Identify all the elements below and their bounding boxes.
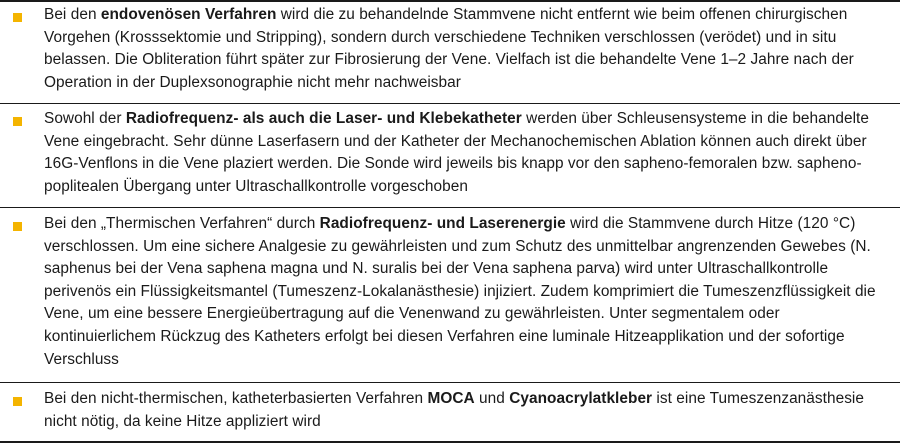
- item-text: Sowohl der Radiofrequenz- als auch die Laser- und Klebekatheter werden über Schleusensysteme in die behandelte Vene eingebracht. Sehr dünne Laserfasern und der Katheter der Mechanochemischen Ablation können auch direkt über 16G-Venflons in die Vene plaziert werden. Die Sonde wird jeweils bis knapp vor den sapheno-femoralen bzw. sapheno-poplitealen Übergang unter Ultraschallkontrolle vorgeschoben: [44, 110, 869, 195]
- item-text: Bei den nicht-thermischen, katheterbasierten Verfahren MOCA und Cyanoacrylatkleber ist eine Tumeszenzanästhesie nicht nötig, da keine Hitze appliziert wird: [44, 390, 865, 430]
- list-item: [0, 2, 900, 103]
- item-text: Bei den endovenösen Verfahren wird die zu behandelnde Stammvene nicht entfernt wie beim offenen chirurgischen Vorgehen (Krosssektomie und Stripping), sondern durch verschiedene Techniken verschlossen (verödet) und in situ belassen. Die Obliteration führt später zur Fibrosierung der Vene. Vielfach ist die behandelte Vene 1–2 Jahre nach der Operation in der Duplexsonographie nicht mehr nachweisbar: [44, 6, 854, 91]
- square-bullet-icon: [13, 117, 22, 126]
- list-item: [0, 382, 900, 443]
- list-item: [0, 103, 900, 207]
- square-bullet-icon: [13, 397, 22, 406]
- square-bullet-icon: [13, 222, 22, 231]
- list-item: [0, 207, 900, 382]
- item-text: Bei den „Thermischen Verfahren“ durch Radiofrequenz- und Laserenergie wird die Stammvene durch Hitze (120 °C) verschlossen. Um eine sichere Analgesie zu gewährleisten und zum Schutz des unmittelbar angrenzenden Gewebes (N. saphenus bei der Vena saphena magna und N. suralis bei der Vena saphena parva) wird unter Ultraschallkontrolle perivenös ein Flüssigkeitsmantel (Tumeszenz-Lokalanästhesie) injiziert. Zudem komprimiert die Tumeszenzflüssigkeit die Vene, um eine bessere Energieübertragung auf die Venenwand zu gewährleisten. Unter segmentalem oder kontinuierlichem Rückzug des Katheters erfolgt bei diesen Verfahren eine luminale Hitzeapplikation und der sofortige Verschluss: [44, 215, 876, 368]
- square-bullet-icon: [13, 13, 22, 22]
